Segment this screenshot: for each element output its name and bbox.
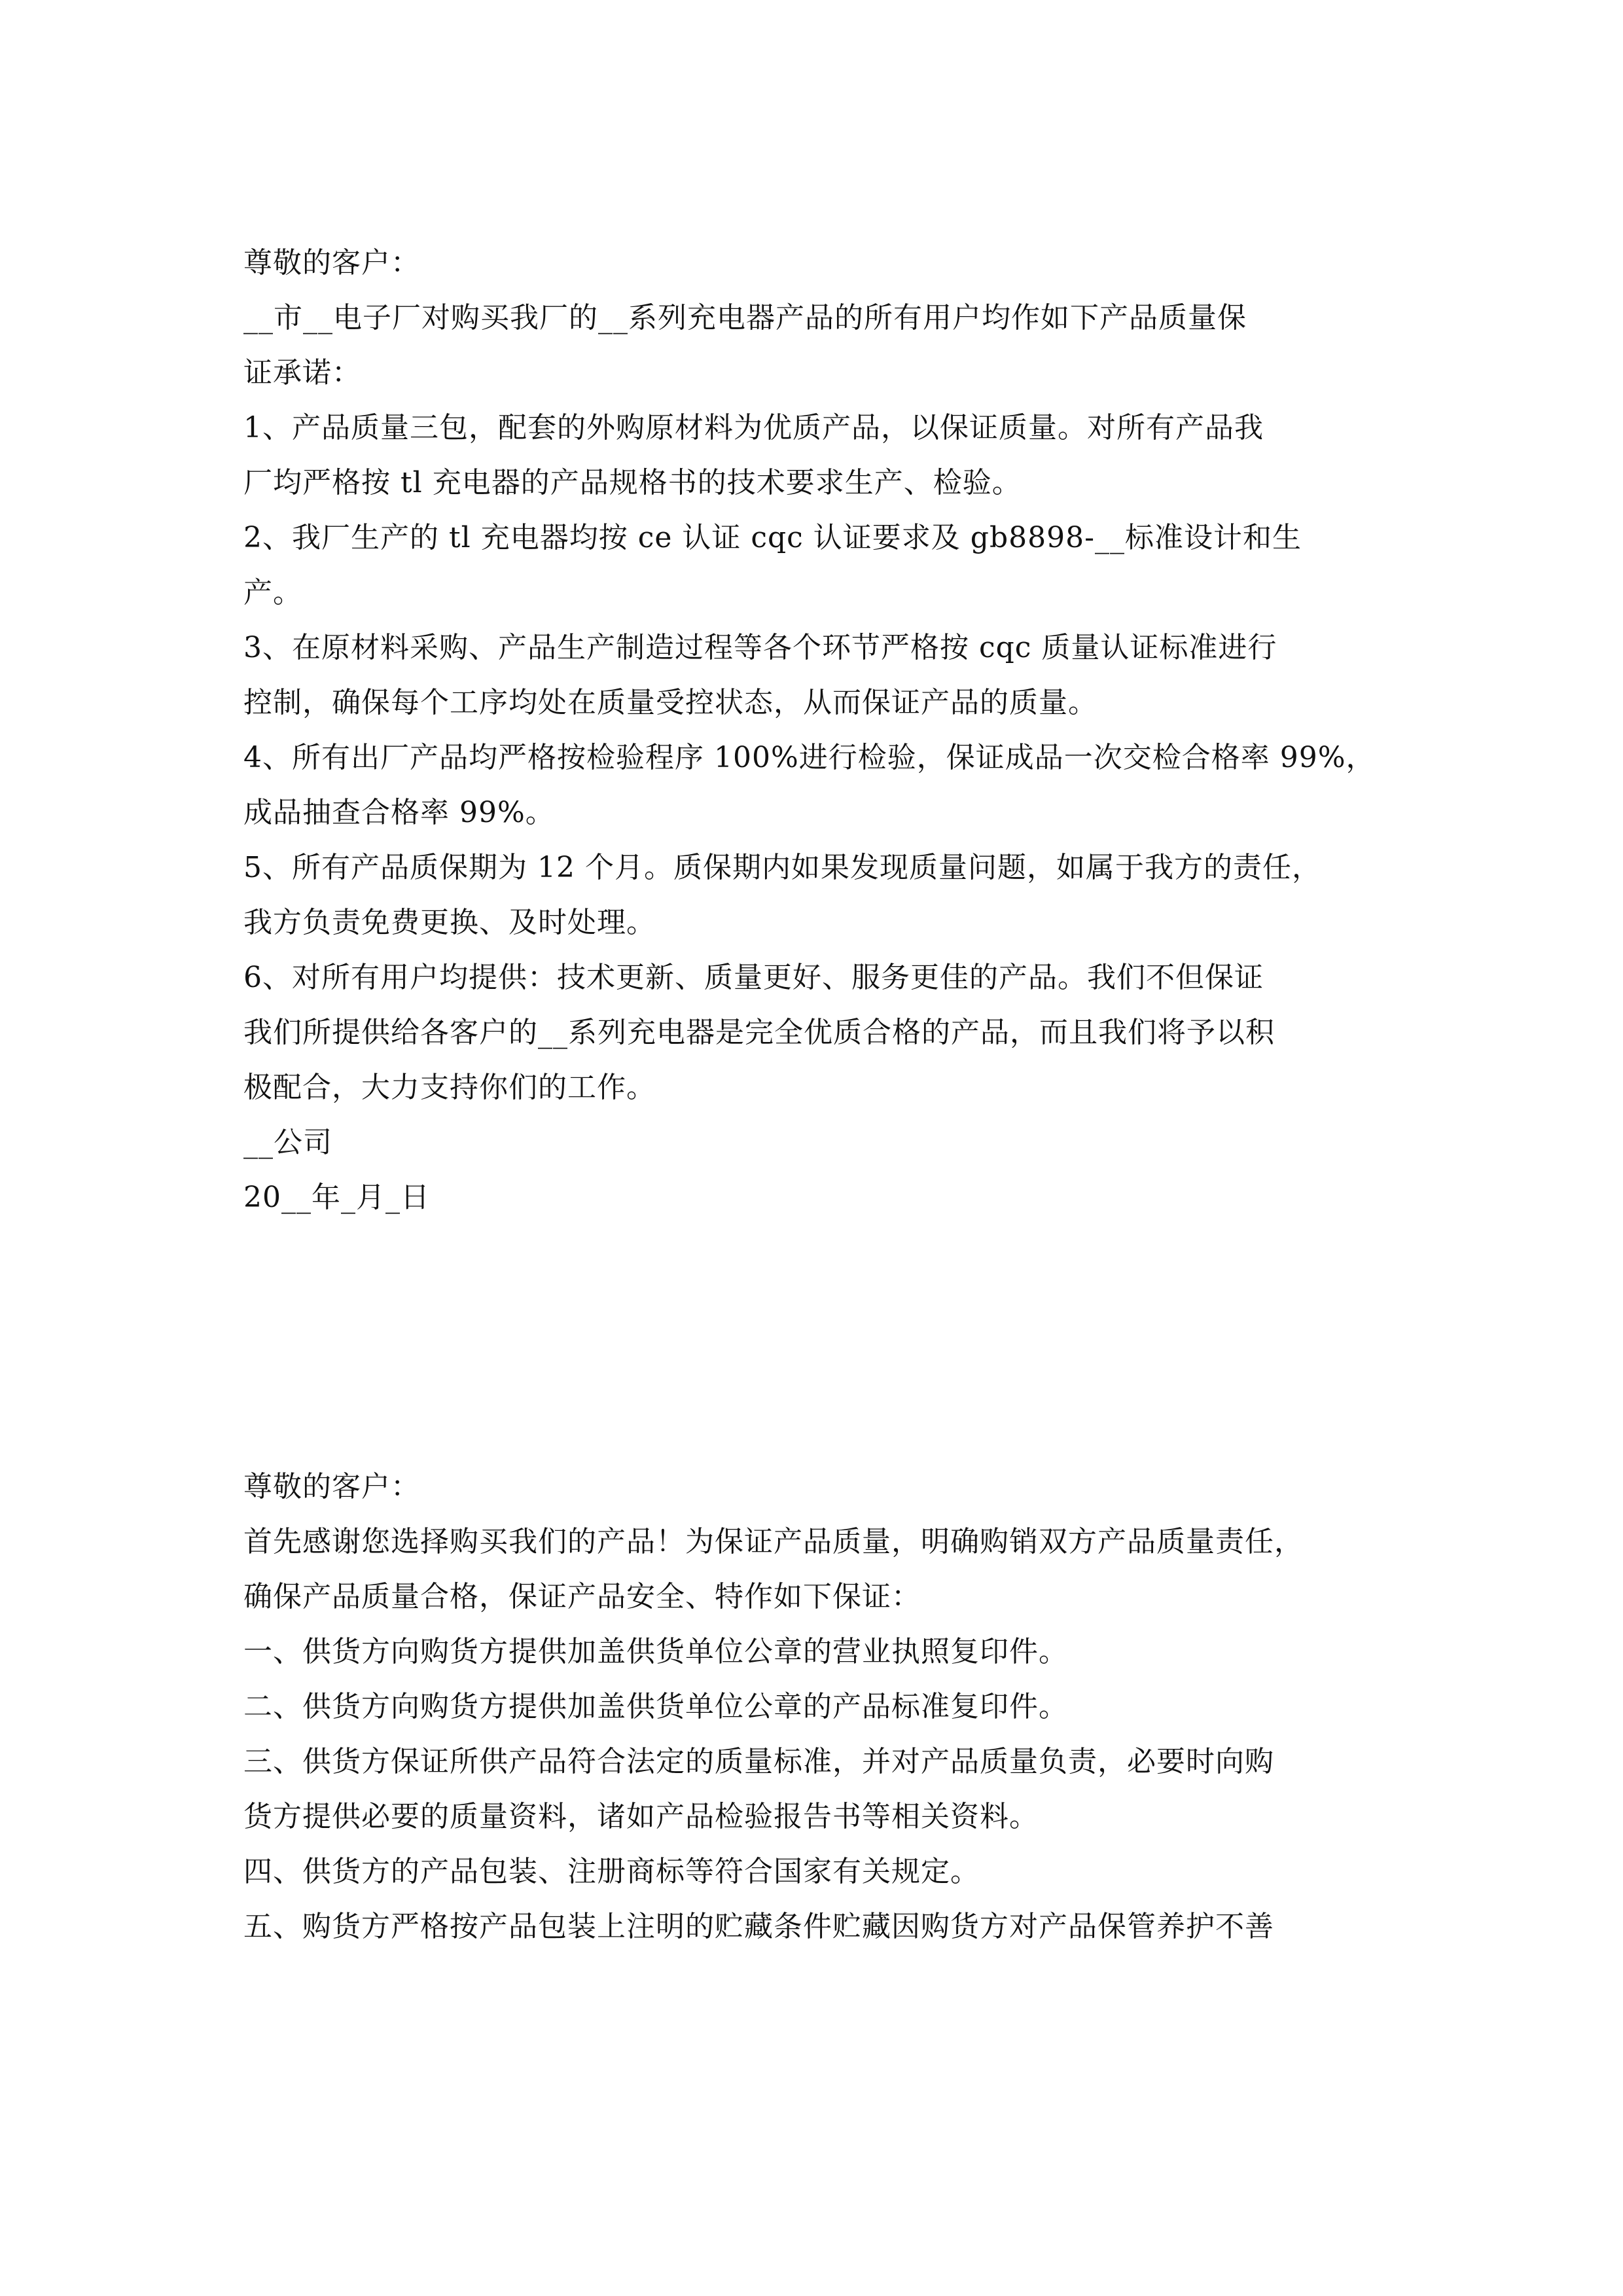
clause-line: 我方负责免费更换、及时处理。 bbox=[243, 906, 656, 939]
clause-line: 1、产品质量三包，配套的外购原材料为优质产品，以保证质量。对所有产品我 bbox=[243, 411, 1264, 444]
clause-line: 产。 bbox=[243, 576, 302, 609]
clause-line: 三、供货方保证所供产品符合法定的质量标准，并对产品质量负责，必要时向购 bbox=[243, 1745, 1274, 1778]
clause-line: 厂均严格按 tl 充电器的产品规格书的技术要求生产、检验。 bbox=[243, 466, 1022, 499]
intro-line: 证承诺： bbox=[243, 356, 361, 389]
clause-line: 我们所提供给各客户的__系列充电器是完全优质合格的产品，而且我们将予以积 bbox=[243, 1016, 1275, 1049]
salutation: 尊敬的客户： bbox=[243, 1470, 420, 1503]
letter-section-1 bbox=[243, 236, 1395, 1225]
clause-line: 一、供货方向购货方提供加盖供货单位公章的营业执照复印件。 bbox=[243, 1635, 1068, 1668]
clause-line: 二、供货方向购货方提供加盖供货单位公章的产品标准复印件。 bbox=[243, 1690, 1068, 1723]
letter-section-2 bbox=[243, 1460, 1395, 1954]
clause-line: 控制，确保每个工序均处在质量受控状态，从而保证产品的质量。 bbox=[243, 686, 1097, 719]
clause-line: 2、我厂生产的 tl 充电器均按 ce 认证 cqc 认证要求及 gb8898-__标准设计和生 bbox=[243, 521, 1302, 554]
salutation: 尊敬的客户： bbox=[243, 246, 420, 279]
clause-line: 五、购货方严格按产品包装上注明的贮藏条件贮藏因购货方对产品保管养护不善 bbox=[243, 1910, 1274, 1943]
clause-line: 4、所有出厂产品均严格按检验程序 100%进行检验，保证成品一次交检合格率 99%， bbox=[243, 741, 1376, 774]
intro-line: __市__电子厂对购买我厂的__系列充电器产品的所有用户均作如下产品质量保 bbox=[243, 301, 1247, 334]
clause-line: 3、在原材料采购、产品生产制造过程等各个环节严格按 cqc 质量认证标准进行 bbox=[243, 631, 1277, 664]
clause-line: 成品抽查合格率 99%。 bbox=[243, 796, 555, 829]
signature-company: __公司 bbox=[243, 1126, 332, 1159]
clause-line: 极配合，大力支持你们的工作。 bbox=[243, 1071, 656, 1104]
clause-line: 货方提供必要的质量资料，诸如产品检验报告书等相关资料。 bbox=[243, 1800, 1039, 1833]
intro-line: 确保产品质量合格，保证产品安全、特作如下保证： bbox=[243, 1580, 921, 1613]
clause-line: 四、供货方的产品包装、注册商标等符合国家有关规定。 bbox=[243, 1855, 980, 1888]
intro-line: 首先感谢您选择购买我们的产品！为保证产品质量，明确购销双方产品质量责任， bbox=[243, 1525, 1304, 1558]
clause-line: 5、所有产品质保期为 12 个月。质保期内如果发现质量问题，如属于我方的责任， bbox=[243, 851, 1321, 884]
signature-date: 20__年_月_日 bbox=[243, 1181, 430, 1214]
clause-line: 6、对所有用户均提供：技术更新、质量更好、服务更佳的产品。我们不但保证 bbox=[243, 961, 1264, 994]
